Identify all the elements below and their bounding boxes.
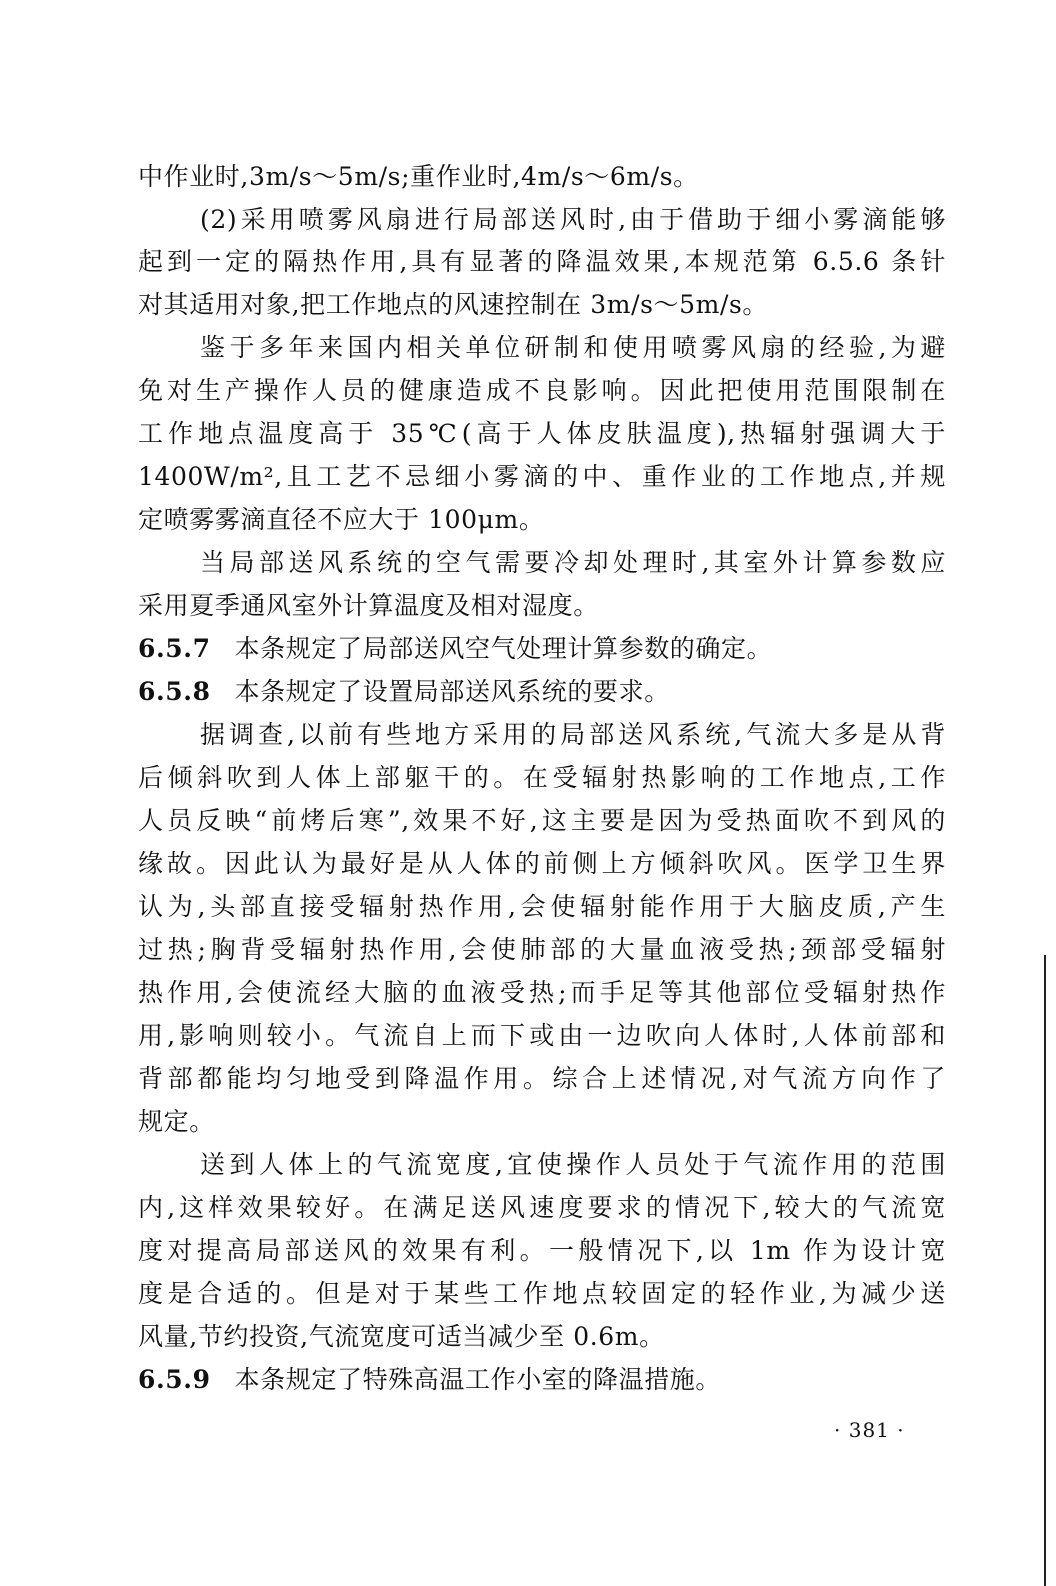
scan-edge-line [1044,955,1046,1586]
text-line: 1400W/m²,且工艺不忌细小雾滴的中、重作业的工作地点,并规 [138,462,946,491]
text-line: 认为,头部直接受辐射热作用,会使辐射能作用于大脑皮质,产生 [138,892,946,921]
text-line: 采用夏季通风室外计算温度及相对湿度。 [138,591,599,620]
text-line: 后倾斜吹到人体上部躯干的。在受辐射热影响的工作地点,工作 [138,763,946,792]
section-number: 6.5.8 [138,677,211,706]
text-line: 当局部送风系统的空气需要冷却处理时,其室外计算参数应 [200,548,946,577]
section-text: 本条规定了局部送风空气处理计算参数的确定。 [234,634,773,663]
text-line: 内,这样效果较好。在满足送风速度要求的情况下,较大的气流宽 [138,1193,946,1222]
text-line: 定喷雾雾滴直径不应大于 100μm。 [138,505,545,534]
text-line: 背部都能均匀地受到降温作用。综合上述情况,对气流方向作了 [138,1064,946,1093]
text-line: 度对提高局部送风的效果有利。一般情况下,以 1m 作为设计宽 [138,1236,946,1265]
text-line: 起到一定的隔热作用,具有显著的降温效果,本规范第 6.5.6 条针 [138,247,946,276]
page-number: · 381 · [834,1418,905,1442]
text-line: 人员反映“前烤后寒”,效果不好,这主要是因为受热面吹不到风的 [138,806,946,835]
text-line: 对其适用对象,把工作地点的风速控制在 3m/s～5m/s。 [138,290,769,319]
text-line: 度是合适的。但是对于某些工作地点较固定的轻作业,为减少送 [138,1279,946,1308]
text-line: 缘故。因此认为最好是从人体的前侧上方倾斜吹风。医学卫生界 [138,849,946,878]
text-line: 免对生产操作人员的健康造成不良影响。因此把使用范围限制在 [138,376,946,405]
text-line: 风量,节约投资,气流宽度可适当减少至 0.6m。 [138,1322,665,1351]
section-text: 本条规定了特殊高温工作小室的降温措施。 [234,1365,721,1394]
text-line: 工作地点温度高于 35℃(高于人体皮肤温度),热辐射强调大于 [138,419,946,448]
text-line: 送到人体上的气流宽度,宜使操作人员处于气流作用的范围 [200,1150,946,1179]
text-line: (2)采用喷雾风扇进行局部送风时,由于借助于细小雾滴能够 [200,205,946,234]
section-6-5-8 [138,677,946,707]
section-6-5-7 [138,634,946,664]
section-number: 6.5.9 [138,1365,211,1394]
text-line: 热作用,会使流经大脑的血液受热;而手足等其他部位受辐射热作 [138,978,946,1007]
text-line: 过热;胸背受辐射热作用,会使肺部的大量血液受热;颈部受辐射 [138,935,946,964]
section-text: 本条规定了设置局部送风系统的要求。 [234,677,670,706]
text-line: 据调查,以前有些地方采用的局部送风系统,气流大多是从背 [200,720,946,749]
text-line: 规定。 [138,1107,215,1136]
section-number: 6.5.7 [138,634,211,663]
text-line: 中作业时,3m/s～5m/s;重作业时,4m/s～6m/s。 [138,162,699,191]
section-6-5-9 [138,1365,946,1395]
text-line: 用,影响则较小。气流自上而下或由一边吹向人体时,人体前部和 [138,1021,946,1050]
text-line: 鉴于多年来国内相关单位研制和使用喷雾风扇的经验,为避 [200,333,946,362]
